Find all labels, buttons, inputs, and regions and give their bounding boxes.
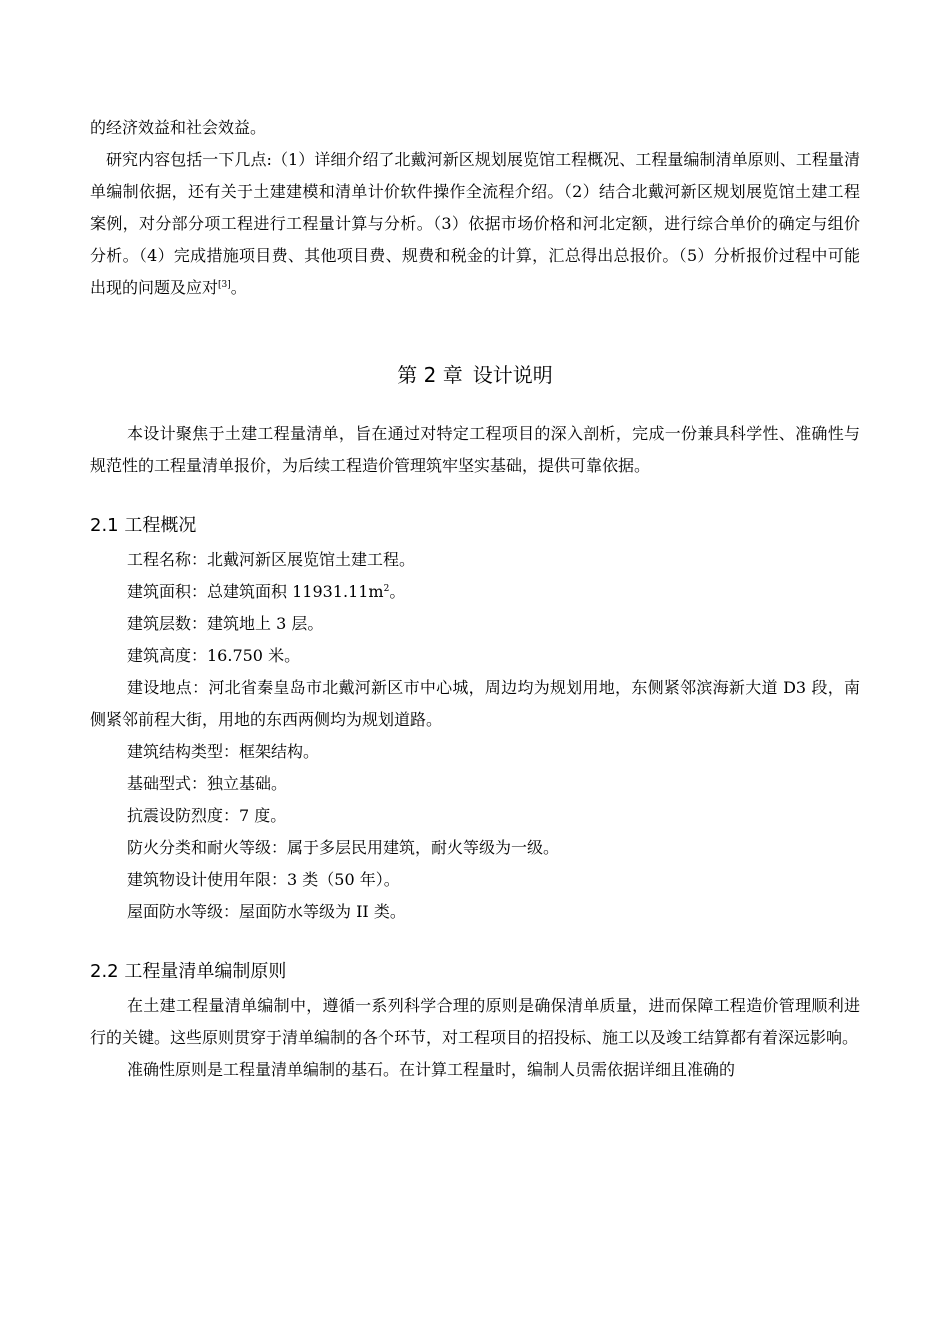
chapter-number: 第 2 章 bbox=[397, 363, 463, 387]
chapter-intro-paragraph: 本设计聚焦于土建工程量清单，旨在通过对特定工程项目的深入剖析，完成一份兼具科学性、准确性与规范性的工程量清单报价，为后续工程造价管理筑牢坚实基础，提供可靠依据。 bbox=[90, 424, 860, 475]
seismic-intensity-line: 抗震设防烈度：7 度。 bbox=[127, 806, 287, 825]
chapter-title-text: 设计说明 bbox=[472, 363, 553, 387]
principles-paragraph-2: 准确性原则是工程量清单编制的基石。在计算工程量时，编制人员需依据详细且准确的 bbox=[127, 1060, 736, 1079]
building-area-line bbox=[90, 576, 860, 608]
chapter-2-title bbox=[90, 360, 860, 390]
fire-rating-line: 防火分类和耐火等级：属于多层民用建筑，耐火等级为一级。 bbox=[127, 838, 560, 857]
research-content-paragraph bbox=[90, 144, 860, 304]
roof-waterproof-line: 屋面防水等级：屋面防水等级为 II 类。 bbox=[127, 902, 406, 921]
area-unit-superscript: 2 bbox=[383, 584, 390, 594]
foundation-type-line: 基础型式：独立基础。 bbox=[127, 774, 288, 793]
design-life-line: 建筑物设计使用年限：3 类（50 年）。 bbox=[127, 870, 400, 889]
building-area-end: 。 bbox=[389, 582, 406, 601]
document-page bbox=[90, 112, 860, 1086]
citation-ref: [3] bbox=[218, 280, 231, 290]
research-content-text: 研究内容包括一下几点:（1）详细介绍了北戴河新区规划展览馆工程概况、工程量编制清单原则、工程量清单编制依据，还有关于土建建模和清单计价软件操作全流程介绍。（2）结合北戴河新区规划展览馆土建工程案例，对分部分项工程进行工程量计算与分析。（3）依据市场价格和河北定额，进行综合单价的确定与组价分析。（4）完成措施项目费、其他项目费、规费和税金的计算，汇总得出总报价。（5）分析报价过程中可能出现的问题及应对 bbox=[90, 150, 860, 297]
building-area-text: 建筑面积：总建筑面积 11931.11m bbox=[127, 582, 384, 601]
building-height-line: 建筑高度：16.750 米。 bbox=[127, 646, 301, 665]
principles-paragraph-1: 在土建工程量清单编制中，遵循一系列科学合理的原则是确保清单质量，进而保障工程造价管理顺利进行的关键。这些原则贯穿于清单编制的各个环节，对工程项目的招投标、施工以及竣工结算都有着深远影响。 bbox=[90, 996, 860, 1047]
intro-tail-paragraph: 的经济效益和社会效益。 bbox=[90, 118, 267, 137]
building-floors-line: 建筑层数：建筑地上 3 层。 bbox=[127, 614, 324, 633]
construction-location-paragraph: 建设地点：河北省秦皇岛市北戴河新区市中心城，周边均为规划用地，东侧紧邻滨海新大道 D3 段，南侧紧邻前程大街，用地的东西两侧均为规划道路。 bbox=[90, 678, 860, 729]
research-content-end: 。 bbox=[230, 278, 247, 297]
section-2-1-heading: 2.1 工程概况 bbox=[90, 515, 197, 536]
section-2-2-heading: 2.2 工程量清单编制原则 bbox=[90, 961, 287, 982]
structure-type-line: 建筑结构类型：框架结构。 bbox=[127, 742, 320, 761]
project-name-line: 工程名称：北戴河新区展览馆土建工程。 bbox=[127, 550, 416, 569]
